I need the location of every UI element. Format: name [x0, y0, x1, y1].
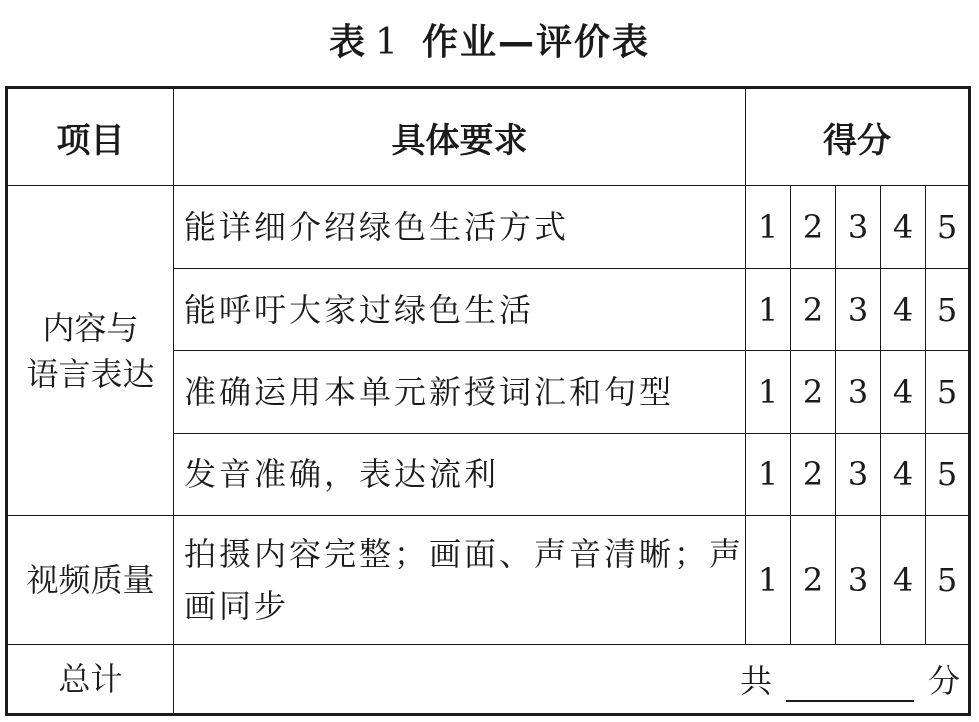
table-title	[0, 14, 979, 65]
header-score: 得分	[746, 88, 970, 186]
header-row	[7, 88, 970, 186]
score-cell[interactable]: 2	[791, 351, 836, 433]
score-cell[interactable]: 5	[926, 433, 970, 515]
category-video-quality: 视频质量	[7, 516, 174, 645]
score-cell[interactable]: 2	[791, 186, 836, 268]
score-cell[interactable]: 3	[836, 433, 881, 515]
table-row	[7, 516, 970, 645]
requirement-cell: 能详细介绍绿色生活方式	[174, 186, 746, 268]
score-cell[interactable]: 2	[791, 516, 836, 645]
total-score-cell	[174, 644, 970, 714]
table-row	[7, 186, 970, 268]
category-line: 内容与	[42, 308, 139, 347]
score-cell[interactable]: 3	[836, 268, 881, 350]
requirement-cell: 能呼吁大家过绿色生活	[174, 268, 746, 350]
score-cell[interactable]: 3	[836, 351, 881, 433]
requirement-cell: 准确运用本单元新授词汇和句型	[174, 351, 746, 433]
score-cell[interactable]: 4	[881, 433, 926, 515]
table-title-text: 作业—评价表	[421, 22, 650, 63]
requirement-cell: 拍摄内容完整；画面、声音清晰；声画同步	[174, 516, 746, 645]
evaluation-table	[5, 86, 971, 716]
score-cell[interactable]: 2	[791, 268, 836, 350]
category-line: 语言表达	[26, 354, 155, 393]
score-cell[interactable]: 4	[881, 516, 926, 645]
score-cell[interactable]: 1	[746, 268, 791, 350]
score-cell[interactable]: 1	[746, 433, 791, 515]
score-cell[interactable]: 4	[881, 186, 926, 268]
category-total: 总计	[7, 644, 174, 714]
score-cell[interactable]: 3	[836, 186, 881, 268]
score-cell[interactable]: 4	[881, 268, 926, 350]
score-cell[interactable]: 4	[881, 351, 926, 433]
score-cell[interactable]: 5	[926, 186, 970, 268]
table-title-label: 表	[329, 22, 368, 63]
score-cell[interactable]: 5	[926, 516, 970, 645]
score-cell[interactable]: 1	[746, 516, 791, 645]
category-content-language	[7, 186, 174, 516]
score-cell[interactable]: 1	[746, 351, 791, 433]
total-row	[7, 644, 970, 714]
score-cell[interactable]: 1	[746, 186, 791, 268]
score-cell[interactable]: 3	[836, 516, 881, 645]
header-requirement: 具体要求	[174, 88, 746, 186]
header-item: 项目	[7, 88, 174, 186]
total-blank-field[interactable]	[786, 670, 914, 702]
table-number: 1	[375, 22, 400, 63]
score-cell[interactable]: 5	[926, 268, 970, 350]
score-cell[interactable]: 5	[926, 351, 970, 433]
total-suffix: 分	[927, 661, 960, 700]
requirement-cell: 发音准确，表达流利	[174, 433, 746, 515]
total-prefix: 共	[739, 661, 772, 700]
score-cell[interactable]: 2	[791, 433, 836, 515]
